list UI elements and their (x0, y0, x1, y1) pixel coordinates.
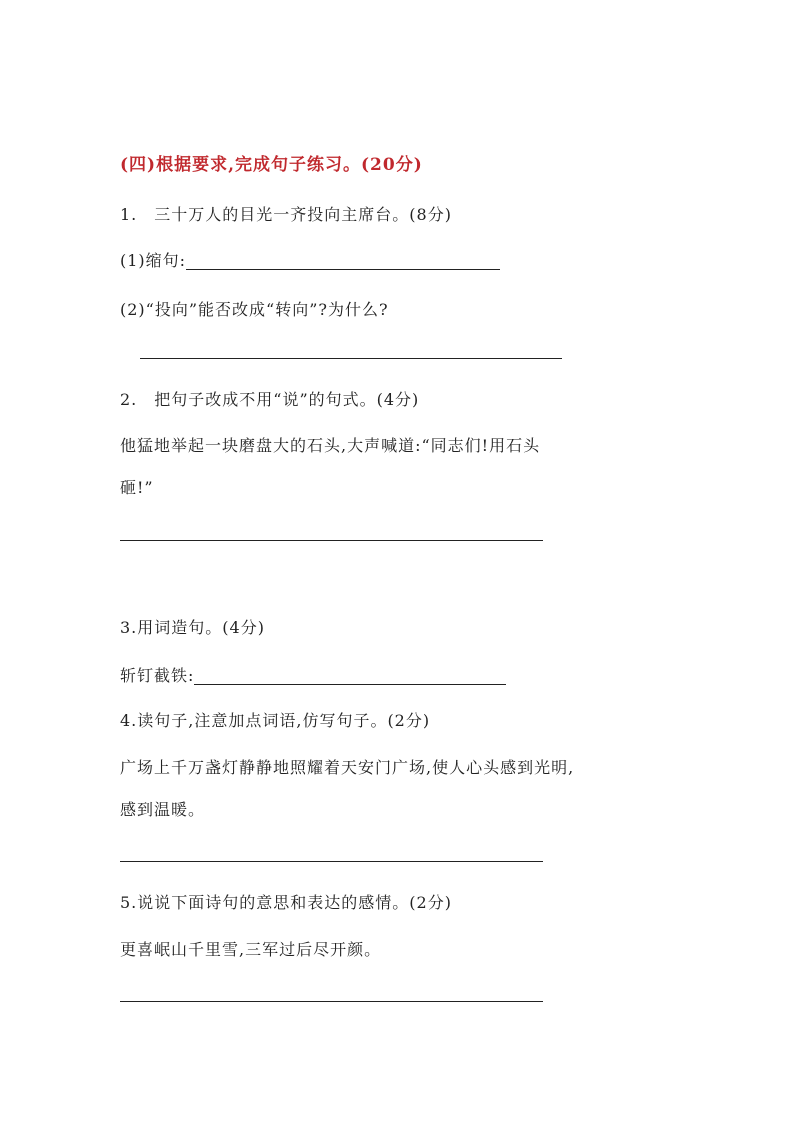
section-title: (四)根据要求,完成句子练习。(20分) (120, 155, 423, 175)
question-1-part2: (2)“投向”能否改成“转向”?为什么? (120, 300, 389, 319)
q4-sentence-line2: 感到温暖。 (120, 800, 206, 819)
q4-sentence-line1: 广场上千万盏灯静静地照耀着天安门广场,使人心头感到光明, (120, 758, 575, 777)
question-5-prompt: 5.说说下面诗句的意思和表达的感情。(2分) (120, 893, 452, 912)
q2-sentence-line2: 砸!” (120, 478, 154, 497)
part1-label: (1)缩句: (120, 251, 187, 270)
q2-answer-line[interactable] (120, 540, 543, 541)
q1-part2-answer-line[interactable] (140, 358, 562, 359)
q1-answer-blank[interactable] (186, 251, 500, 270)
q5-poem: 更喜岷山千里雪,三军过后尽开颜。 (120, 940, 382, 959)
question-3-prompt: 3.用词造句。(4分) (120, 618, 265, 637)
question-3-word (120, 663, 506, 686)
q2-sentence-line1: 他猛地举起一块磨盘大的石头,大声喊道:“同志们!用石头 (120, 436, 541, 455)
question-1-part1 (120, 248, 500, 271)
question-4-prompt: 4.读句子,注意加点词语,仿写句子。(2分) (120, 711, 431, 730)
q3-answer-blank[interactable] (194, 666, 506, 685)
q4-answer-line[interactable] (120, 861, 543, 862)
q5-answer-line[interactable] (120, 1001, 543, 1002)
word-label: 斩钉截铁: (120, 666, 195, 685)
question-2-prompt: 2. 把句子改成不用“说”的句式。(4分) (120, 390, 420, 409)
question-1-prompt: 1. 三十万人的目光一齐投向主席台。(8分) (120, 205, 452, 224)
